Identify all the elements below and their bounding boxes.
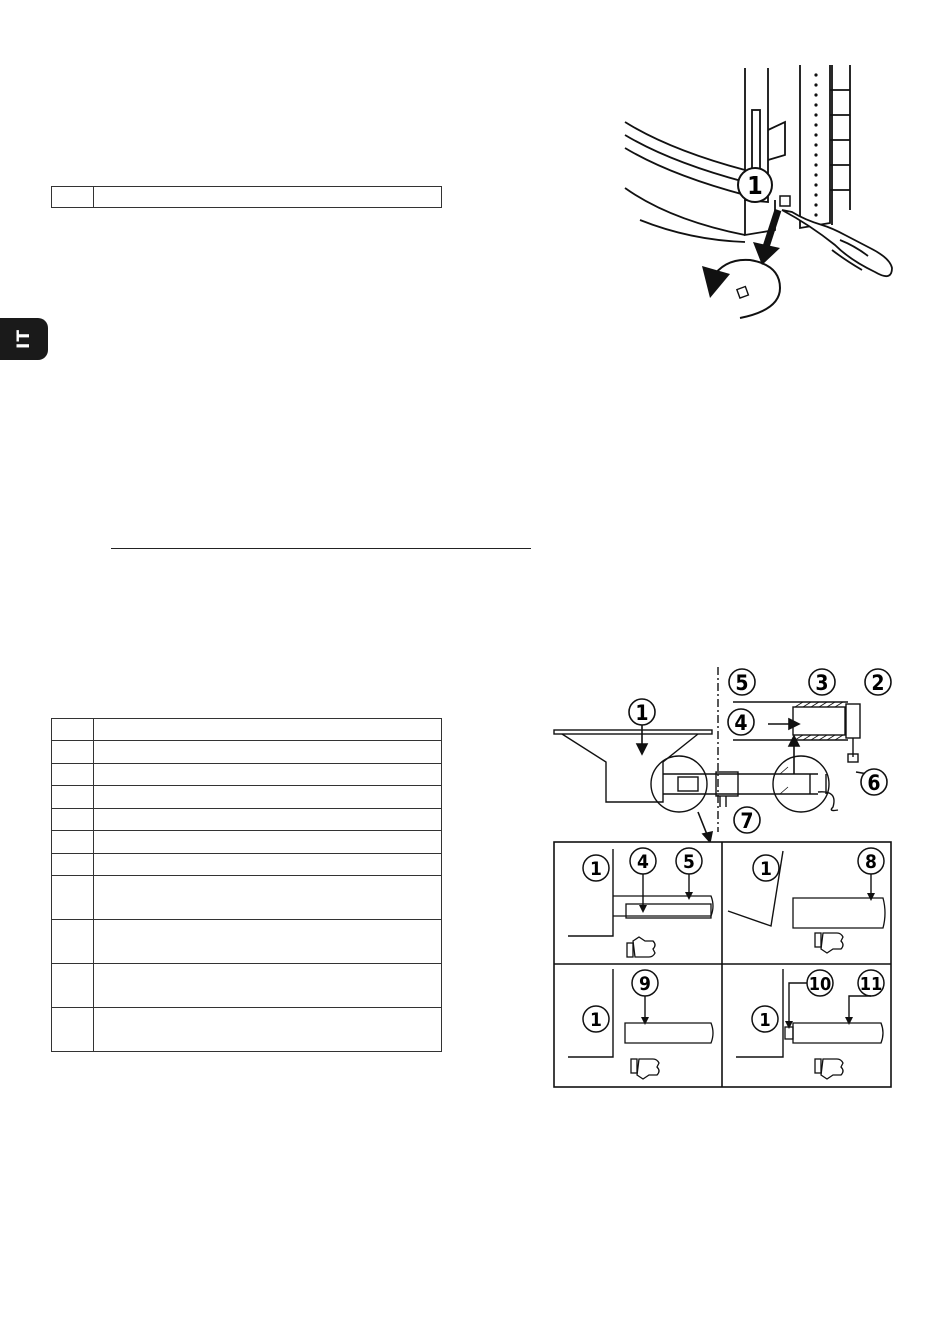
svg-text:4: 4 [637,851,649,873]
hinge-removal-figure [600,60,910,330]
svg-text:5: 5 [735,671,749,695]
svg-text:7: 7 [740,809,754,833]
table-cell [52,809,94,831]
svg-text:1: 1 [635,701,649,725]
callout-2 [865,669,891,695]
table-row [52,920,442,964]
table-cell [52,741,94,764]
table-cell [52,964,94,1008]
svg-text:1: 1 [759,1010,771,1031]
table-cell [52,854,94,876]
table-cell [94,764,442,786]
table-row [52,764,442,786]
table-cell [52,920,94,964]
callout-1 [738,168,772,202]
table-cell [94,964,442,1008]
table-cell [94,831,442,854]
down-arrow-icon [765,210,778,250]
table-cell [52,876,94,920]
table-row [52,1008,442,1052]
hinge-pin [780,196,790,206]
table-cell [94,719,442,741]
table-cell [94,1008,442,1052]
table-row [52,809,442,831]
table-row [52,741,442,764]
table-single-row [51,186,442,208]
svg-text:5: 5 [683,851,695,873]
svg-text:2: 2 [871,671,885,695]
table-cell [52,187,94,208]
table-row [52,831,442,854]
callout-7 [734,807,760,833]
table-cell [94,786,442,809]
svg-text:4: 4 [734,711,748,735]
table-cell [94,854,442,876]
table-row [52,964,442,1008]
table-cell [52,764,94,786]
callout-6 [861,769,887,795]
horizontal-rule [111,548,531,549]
callout-4 [728,709,754,735]
svg-text:3: 3 [815,671,829,695]
table-row [52,854,442,876]
table-cell [52,831,94,854]
svg-text:10: 10 [808,974,832,995]
table-cell [94,809,442,831]
callout-1 [629,699,655,725]
table-parts [51,718,442,1052]
table-cell [94,741,442,764]
language-tab-label: IT [14,329,34,349]
svg-text:1: 1 [747,171,763,200]
table-row [52,719,442,741]
table-cell [94,876,442,920]
svg-text:1: 1 [590,1009,602,1031]
table-cell [52,719,94,741]
hatching [780,702,843,794]
svg-text:8: 8 [865,851,877,873]
table-row [52,876,442,920]
installation-panels [553,841,893,1089]
svg-text:6: 6 [867,771,881,795]
callout-5 [729,669,755,695]
table-cell [52,786,94,809]
svg-text:11: 11 [859,974,883,995]
svg-text:9: 9 [639,973,651,995]
language-tab [0,318,48,360]
table-row [52,786,442,809]
table-cell [94,920,442,964]
installation-figure [548,662,898,842]
svg-text:1: 1 [590,858,602,880]
callout-3 [809,669,835,695]
table-cell [52,1008,94,1052]
table-row [52,187,442,208]
table-cell [94,187,442,208]
svg-text:1: 1 [760,858,772,880]
rail-holes [814,73,817,216]
